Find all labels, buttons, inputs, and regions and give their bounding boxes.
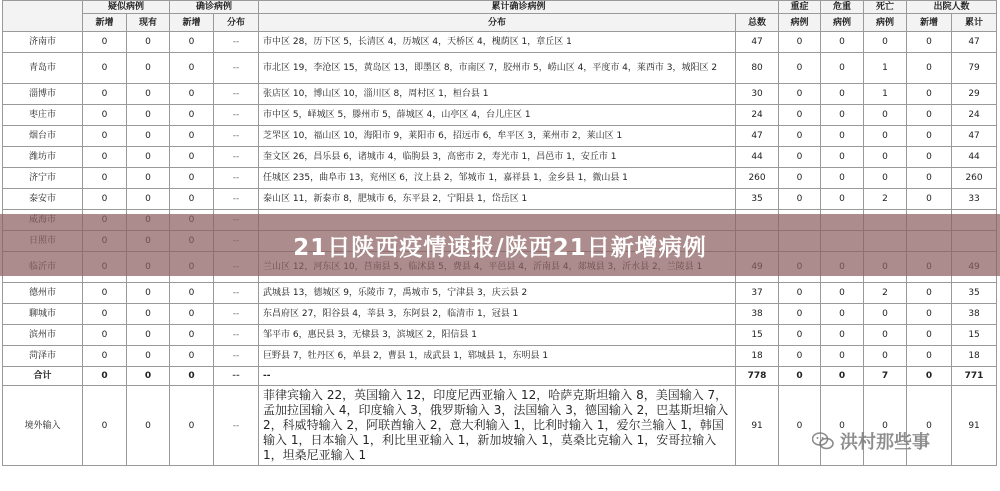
value-cell: 35: [952, 283, 997, 304]
value-cell: 44: [736, 147, 779, 168]
value-cell: 0: [864, 346, 907, 367]
value-cell: 0: [127, 346, 170, 367]
value-cell: 38: [736, 304, 779, 325]
value-cell: 0: [127, 147, 170, 168]
value-cell: 0: [83, 386, 127, 466]
value-cell: --: [214, 32, 259, 53]
table-row: [3, 105, 997, 126]
distribution-cell: 东昌府区 27，阳谷县 4，莘县 3，东阿县 2，临清市 1，冠县 1: [259, 304, 736, 325]
value-cell: 2: [864, 189, 907, 210]
value-cell: 91: [952, 386, 997, 466]
city-cell: 青岛市: [3, 53, 83, 84]
table-row: [3, 325, 997, 346]
suspected-header: 疑似病例: [83, 1, 170, 14]
value-cell: 0: [821, 189, 864, 210]
subheader-cell: 分布: [259, 14, 736, 32]
table-row: [3, 304, 997, 325]
value-cell: 0: [170, 147, 214, 168]
table-row: [3, 126, 997, 147]
value-cell: 0: [821, 283, 864, 304]
value-cell: 0: [821, 168, 864, 189]
value-cell: 0: [907, 168, 952, 189]
header-row-top: [3, 1, 997, 14]
value-cell: 0: [864, 32, 907, 53]
distribution-cell: 任城区 235，曲阜市 13，兖州区 6，汶上县 2，邹城市 1，嘉祥县 1，金乡县 1，微山县 1: [259, 168, 736, 189]
value-cell: 1: [864, 53, 907, 84]
distribution-cell: 邹平市 6，惠民县 3，无棣县 3，滨城区 2，阳信县 1: [259, 325, 736, 346]
value-cell: 0: [170, 84, 214, 105]
value-cell: 18: [736, 346, 779, 367]
distribution-cell: 市中区 28，历下区 5，长清区 4，历城区 4，天桥区 4，槐荫区 1，章丘区 1: [259, 32, 736, 53]
value-cell: 0: [83, 53, 127, 84]
value-cell: 0: [170, 126, 214, 147]
city-cell: 潍坊市: [3, 147, 83, 168]
city-cell: 聊城市: [3, 304, 83, 325]
table-row: [3, 84, 997, 105]
value-cell: --: [214, 168, 259, 189]
value-cell: 0: [779, 32, 821, 53]
value-cell: 7: [864, 367, 907, 386]
value-cell: 0: [907, 53, 952, 84]
value-cell: 0: [864, 168, 907, 189]
city-cell: 合计: [3, 367, 83, 386]
value-cell: --: [214, 189, 259, 210]
value-cell: 771: [952, 367, 997, 386]
value-cell: 0: [83, 32, 127, 53]
city-cell: 济南市: [3, 32, 83, 53]
value-cell: 0: [127, 105, 170, 126]
value-cell: --: [214, 386, 259, 466]
value-cell: 29: [952, 84, 997, 105]
distribution-cell: 张店区 10，博山区 10，淄川区 8，周村区 1，桓台县 1: [259, 84, 736, 105]
value-cell: 38: [952, 304, 997, 325]
subheader-cell: 累计: [952, 14, 997, 32]
distribution-cell: --: [259, 367, 736, 386]
value-cell: 0: [779, 147, 821, 168]
value-cell: 0: [127, 168, 170, 189]
value-cell: --: [214, 126, 259, 147]
city-cell: 境外输入: [3, 386, 83, 466]
value-cell: --: [214, 304, 259, 325]
value-cell: 0: [864, 325, 907, 346]
value-cell: 33: [952, 189, 997, 210]
value-cell: 0: [127, 126, 170, 147]
value-cell: 79: [952, 53, 997, 84]
table-row: [3, 189, 997, 210]
city-cell: 菏泽市: [3, 346, 83, 367]
value-cell: 0: [821, 84, 864, 105]
value-cell: 0: [83, 304, 127, 325]
table-row: [3, 283, 997, 304]
value-cell: 260: [736, 168, 779, 189]
value-cell: 260: [952, 168, 997, 189]
value-cell: 0: [821, 126, 864, 147]
value-cell: 0: [83, 189, 127, 210]
value-cell: 0: [821, 346, 864, 367]
value-cell: 0: [907, 283, 952, 304]
value-cell: 47: [952, 126, 997, 147]
value-cell: 0: [907, 304, 952, 325]
value-cell: --: [214, 367, 259, 386]
subheader-cell: 现有: [127, 14, 170, 32]
value-cell: --: [214, 325, 259, 346]
value-cell: 0: [907, 346, 952, 367]
value-cell: 47: [952, 32, 997, 53]
city-cell: 德州市: [3, 283, 83, 304]
value-cell: 0: [779, 367, 821, 386]
value-cell: 0: [779, 168, 821, 189]
table-row: [3, 168, 997, 189]
city-cell: 滨州市: [3, 325, 83, 346]
value-cell: 0: [864, 147, 907, 168]
subheader-cell: 新增: [907, 14, 952, 32]
banner-title: 21日陕西疫情速报/陕西21日新增病例: [293, 234, 707, 261]
value-cell: 0: [821, 105, 864, 126]
value-cell: 47: [736, 126, 779, 147]
value-cell: 15: [736, 325, 779, 346]
distribution-cell: 市中区 5，峄城区 5，滕州市 5，薛城区 4，山亭区 4，台儿庄区 1: [259, 105, 736, 126]
value-cell: 0: [83, 105, 127, 126]
value-cell: 778: [736, 367, 779, 386]
value-cell: 0: [907, 84, 952, 105]
value-cell: 0: [779, 346, 821, 367]
value-cell: 18: [952, 346, 997, 367]
value-cell: 0: [821, 386, 864, 466]
value-cell: 2: [864, 283, 907, 304]
value-cell: 0: [907, 325, 952, 346]
value-cell: 0: [779, 386, 821, 466]
title-banner: [0, 214, 1000, 276]
value-cell: 0: [779, 325, 821, 346]
value-cell: 37: [736, 283, 779, 304]
value-cell: 0: [821, 32, 864, 53]
value-cell: 0: [127, 32, 170, 53]
table-row: [3, 32, 997, 53]
city-cell: 淄博市: [3, 84, 83, 105]
value-cell: 0: [170, 325, 214, 346]
value-cell: 0: [127, 283, 170, 304]
value-cell: 0: [83, 126, 127, 147]
value-cell: 30: [736, 84, 779, 105]
value-cell: 0: [170, 105, 214, 126]
value-cell: 15: [952, 325, 997, 346]
value-cell: 35: [736, 189, 779, 210]
value-cell: 0: [83, 325, 127, 346]
subheader-cell: 总数: [736, 14, 779, 32]
value-cell: 0: [83, 168, 127, 189]
value-cell: 0: [907, 147, 952, 168]
value-cell: 0: [83, 346, 127, 367]
city-cell: 泰安市: [3, 189, 83, 210]
value-cell: 0: [127, 53, 170, 84]
value-cell: 44: [952, 147, 997, 168]
table-row: [3, 147, 997, 168]
value-cell: 0: [779, 189, 821, 210]
value-cell: 80: [736, 53, 779, 84]
total-row: [3, 367, 997, 386]
value-cell: 0: [821, 53, 864, 84]
header-row-sub: [3, 14, 997, 32]
value-cell: 0: [83, 84, 127, 105]
table-row: [3, 346, 997, 367]
city-cell: 济宁市: [3, 168, 83, 189]
value-cell: 0: [821, 325, 864, 346]
value-cell: 0: [779, 126, 821, 147]
subheader-cell: 新增: [170, 14, 214, 32]
table-row: [3, 53, 997, 84]
distribution-cell: 奎文区 26，昌乐县 6，诸城市 4，临朐县 3，高密市 2，寿光市 1，昌邑市 1，安丘市 1: [259, 147, 736, 168]
value-cell: --: [214, 147, 259, 168]
value-cell: 0: [864, 304, 907, 325]
value-cell: 0: [907, 32, 952, 53]
value-cell: 0: [864, 126, 907, 147]
value-cell: 0: [907, 126, 952, 147]
city-cell: 烟台市: [3, 126, 83, 147]
value-cell: 24: [952, 105, 997, 126]
distribution-cell: 芝罘区 10，福山区 10，海阳市 9，莱阳市 6，招远市 6，牟平区 3，莱州市 2，莱山区 1: [259, 126, 736, 147]
value-cell: 0: [83, 283, 127, 304]
value-cell: 0: [170, 304, 214, 325]
value-cell: 1: [864, 84, 907, 105]
value-cell: 0: [83, 367, 127, 386]
value-cell: 0: [127, 367, 170, 386]
value-cell: 0: [779, 105, 821, 126]
value-cell: --: [214, 283, 259, 304]
wechat-icon: [812, 432, 834, 450]
value-cell: 91: [736, 386, 779, 466]
value-cell: 0: [127, 325, 170, 346]
severe-header: 重症: [779, 1, 821, 14]
confirmed-header: 确诊病例: [170, 1, 259, 14]
subheader-cell: 分布: [214, 14, 259, 32]
subheader-cell: 新增: [83, 14, 127, 32]
value-cell: 0: [170, 283, 214, 304]
critical-header: 危重: [821, 1, 864, 14]
distribution-cell: 巨野县 7，牡丹区 6，单县 2，曹县 1，成武县 1，郓城县 1，东明县 1: [259, 346, 736, 367]
distribution-cell: 武城县 13，德城区 9，乐陵市 7，禹城市 5，宁津县 3，庆云县 2: [259, 283, 736, 304]
value-cell: 24: [736, 105, 779, 126]
watermark-text: 洪村那些事: [840, 432, 930, 453]
value-cell: 0: [83, 147, 127, 168]
value-cell: 0: [779, 84, 821, 105]
watermark: [812, 428, 930, 454]
value-cell: --: [214, 84, 259, 105]
value-cell: 0: [907, 386, 952, 466]
value-cell: 0: [864, 386, 907, 466]
subheader-cell: 病例: [864, 14, 907, 32]
value-cell: 0: [127, 84, 170, 105]
value-cell: 0: [170, 346, 214, 367]
death-header: 死亡: [864, 1, 907, 14]
value-cell: 0: [127, 189, 170, 210]
value-cell: 0: [907, 367, 952, 386]
subheader-cell: 病例: [821, 14, 864, 32]
value-cell: 0: [170, 367, 214, 386]
value-cell: 0: [127, 386, 170, 466]
value-cell: 0: [779, 53, 821, 84]
city-cell: 枣庄市: [3, 105, 83, 126]
value-cell: 0: [864, 105, 907, 126]
value-cell: 0: [170, 53, 214, 84]
subheader-cell: 病例: [779, 14, 821, 32]
value-cell: 0: [821, 304, 864, 325]
city-header-cell: [3, 1, 83, 32]
cumulative-header: 累计确诊病例: [259, 1, 779, 14]
value-cell: 0: [170, 32, 214, 53]
distribution-cell: 泰山区 11，新泰市 8，肥城市 6，东平县 2，宁阳县 1，岱岳区 1: [259, 189, 736, 210]
value-cell: 0: [821, 367, 864, 386]
value-cell: 0: [170, 189, 214, 210]
value-cell: 0: [779, 304, 821, 325]
value-cell: 47: [736, 32, 779, 53]
value-cell: 0: [170, 168, 214, 189]
value-cell: --: [214, 53, 259, 84]
value-cell: 0: [127, 304, 170, 325]
discharged-header: 出院人数: [907, 1, 997, 14]
value-cell: 0: [907, 105, 952, 126]
value-cell: 0: [907, 189, 952, 210]
value-cell: --: [214, 105, 259, 126]
value-cell: --: [214, 346, 259, 367]
value-cell: 0: [779, 283, 821, 304]
value-cell: 0: [821, 147, 864, 168]
value-cell: 0: [170, 386, 214, 466]
distribution-cell: 市北区 19，李沧区 15，黄岛区 13，即墨区 8，市南区 7，胶州市 5，崂山区 4，平度市 4，莱西市 3，城阳区 2: [259, 53, 736, 84]
distribution-cell: 菲律宾输入 22，英国输入 12，印度尼西亚输入 12，哈萨克斯坦输入 8，美国输入 7，孟加拉国输入 4，印度输入 3，俄罗斯输入 3，法国输入 3，德国输入 2，巴基斯坦输入 2，科威特输入 2，阿联酋输入 2，意大利输入 1，比利时输入 1，爱尔兰输入 1，韩国输入 1，日本输入 1，利比里亚输入 1，新加坡输入 1，莫桑比克输入 1，安哥拉输入 1，坦桑尼亚输入 1: [259, 386, 736, 466]
